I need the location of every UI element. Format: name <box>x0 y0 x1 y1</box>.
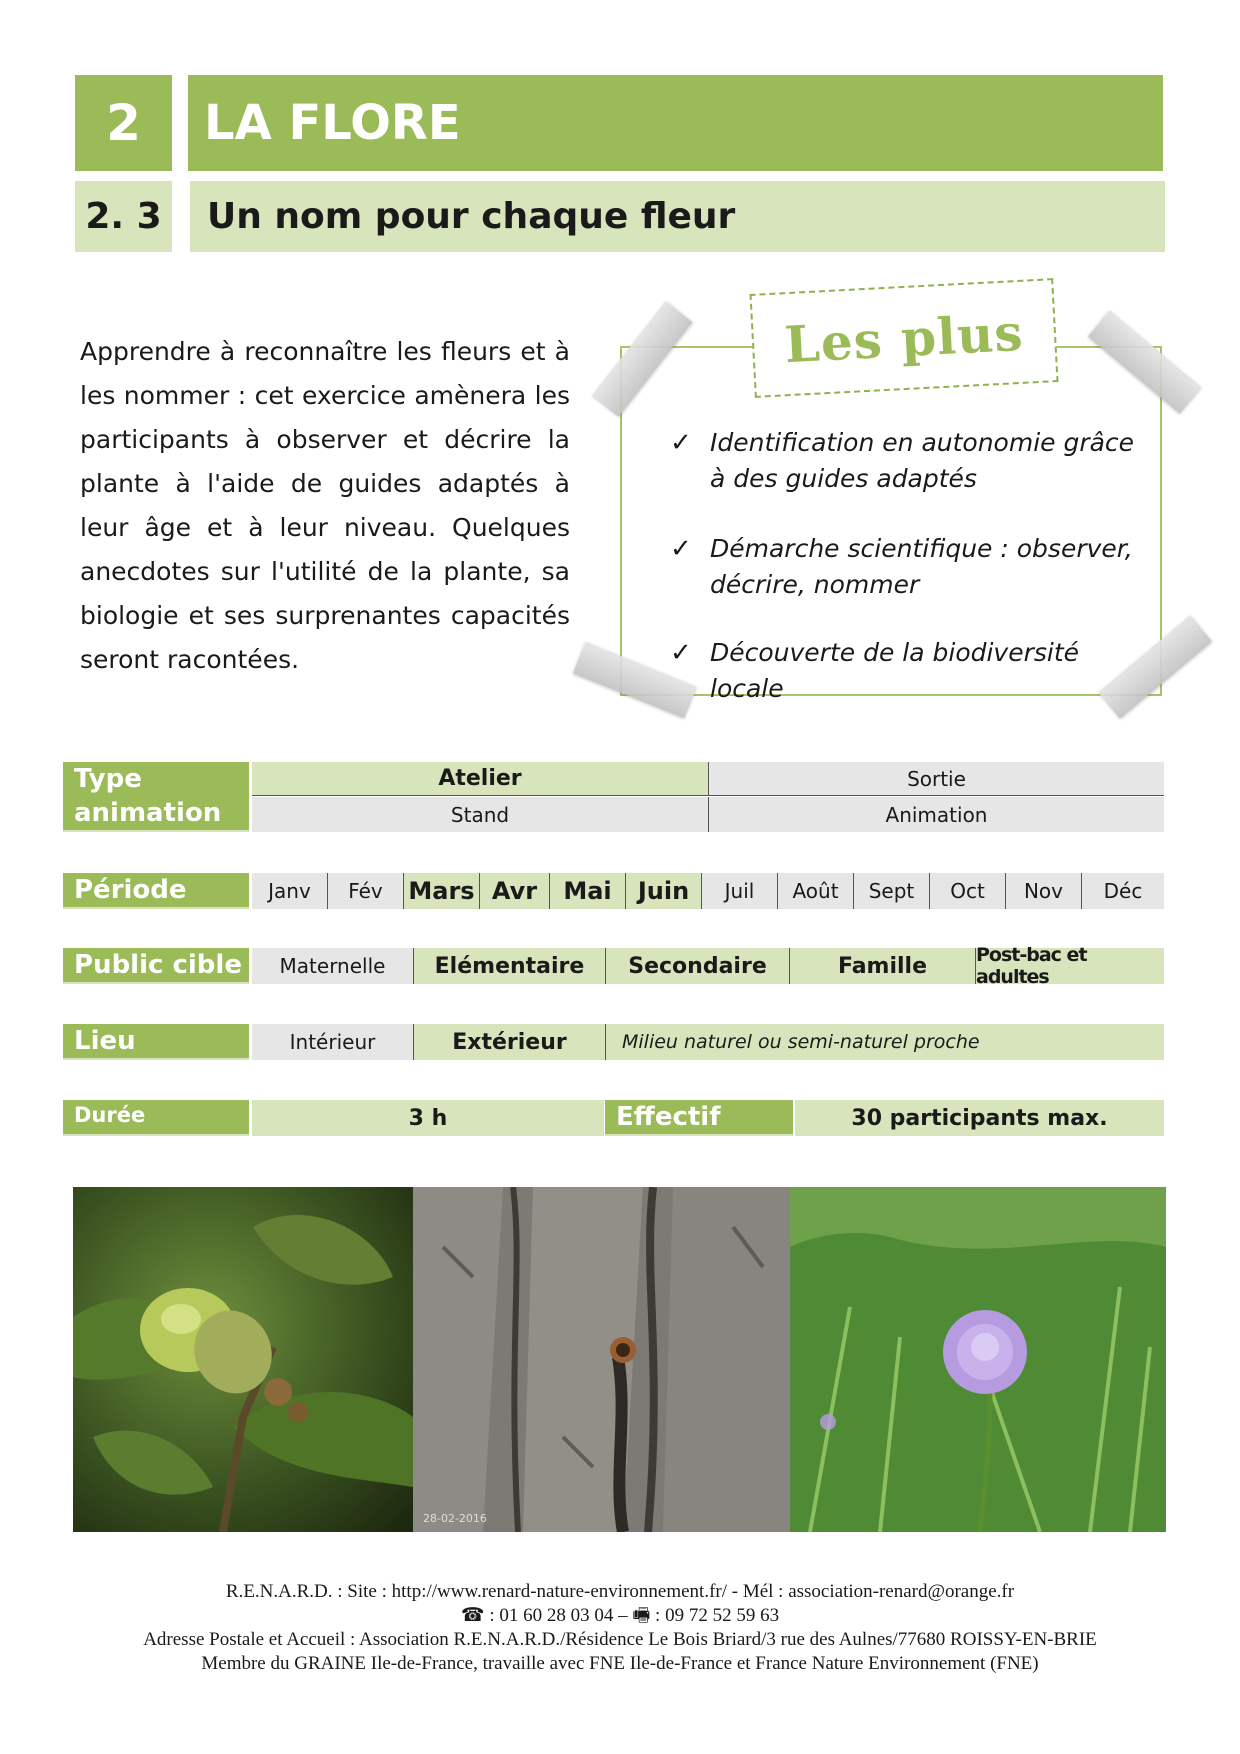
acorn-photo-icon <box>73 1187 413 1532</box>
les-plus-item-3: Découverte de la biodiversité locale <box>710 638 1080 703</box>
les-plus-label: Les plus <box>749 278 1058 398</box>
lieu-detail: Milieu naturel ou semi-naturel proche <box>606 1024 1164 1060</box>
list-item <box>670 635 1150 707</box>
les-plus-list <box>670 425 1150 707</box>
month-janv: Janv <box>252 873 328 909</box>
month-juil: Juil <box>702 873 778 909</box>
public-famille: Famille <box>790 948 976 984</box>
check-icon: ✓ <box>670 638 692 668</box>
lieu-exterieur: Extérieur <box>414 1024 606 1060</box>
type-option-animation: Animation <box>708 797 1164 832</box>
footer <box>60 1580 1180 1676</box>
fax-icon: 🖷 <box>632 1605 651 1626</box>
month-aout: Août <box>778 873 854 909</box>
subsection-title: Un nom pour chaque fleur <box>190 181 1165 252</box>
lieu-interieur: Intérieur <box>252 1024 414 1060</box>
duree-label: Durée <box>63 1100 249 1136</box>
month-mars: Mars <box>404 873 480 909</box>
list-item <box>670 531 1150 603</box>
type-animation-label: Type animation <box>63 762 249 832</box>
month-nov: Nov <box>1006 873 1082 909</box>
les-plus-item-1: Identification en autonomie grâce à des guides adaptés <box>710 428 1135 493</box>
month-sept: Sept <box>854 873 930 909</box>
public-post-bac: Post-bac et adultes <box>976 948 1164 984</box>
type-option-sortie: Sortie <box>708 762 1164 796</box>
fax-number: : 09 72 52 59 63 <box>650 1605 780 1626</box>
scabious-flower-photo-icon <box>790 1187 1166 1532</box>
lieu-label: Lieu <box>63 1024 249 1060</box>
phone-icon: ☎ <box>460 1605 485 1626</box>
check-icon: ✓ <box>670 428 692 458</box>
section-title: LA FLORE <box>188 75 1163 171</box>
month-avr: Avr <box>480 873 550 909</box>
list-item <box>670 425 1150 497</box>
month-mai: Mai <box>550 873 626 909</box>
bark-photo-icon <box>413 1187 790 1532</box>
footer-member-line: Membre du GRAINE Ile-de-France, travaille avec FNE Ile-de-France et France Nature Environnement (FNE) <box>201 1653 1039 1674</box>
effectif-value: 30 participants max. <box>795 1100 1164 1136</box>
lieu-options <box>252 1024 1164 1060</box>
public-cible-options <box>252 944 1164 988</box>
photo-flower <box>790 1187 1166 1532</box>
photo-bark <box>413 1187 790 1532</box>
month-oct: Oct <box>930 873 1006 909</box>
periode-label: Période <box>63 873 249 909</box>
photo-date-stamp: 28-02-2016 <box>423 1512 487 1525</box>
duree-value: 3 h <box>252 1100 604 1136</box>
month-dec: Déc <box>1082 873 1164 909</box>
photo-acorn <box>73 1187 413 1532</box>
footer-phone-line <box>60 1604 1180 1628</box>
month-fev: Fév <box>328 873 404 909</box>
effectif-label: Effectif <box>605 1100 793 1136</box>
type-option-atelier: Atelier <box>252 762 708 796</box>
les-plus-item-2: Démarche scientifique : observer, décrire, nommer <box>710 534 1133 599</box>
type-option-stand: Stand <box>252 797 708 832</box>
public-maternelle: Maternelle <box>252 948 414 984</box>
footer-site-line: R.E.N.A.R.D. : Site : http://www.renard-nature-environnement.fr/ - Mél : association-renard@orange.fr <box>225 1581 1015 1602</box>
month-juin: Juin <box>626 873 702 909</box>
subsection-number: 2. 3 <box>75 181 172 252</box>
section-number: 2 <box>75 75 172 171</box>
public-secondaire: Secondaire <box>606 948 790 984</box>
public-cible-label: Public cible <box>63 948 249 984</box>
periode-months <box>252 873 1164 909</box>
activity-description: Apprendre à reconnaître les fleurs et à les nommer : cet exercice amènera les participants à observer et décrire la plante à l'aide de guides adaptés à leur âge et à leur niveau. Quelques anecdotes sur l'utilité de la plante, sa biologie et ses surprenantes capacités seront racontées. <box>80 337 570 674</box>
footer-address-line: Adresse Postale et Accueil : Association R.E.N.A.R.D./Résidence Le Bois Briard/3 rue des Aulnes/77680 ROISSY-EN-BRIE <box>143 1629 1097 1650</box>
check-icon: ✓ <box>670 534 692 564</box>
public-elementaire: Elémentaire <box>414 948 606 984</box>
phone-number: : 01 60 28 03 04 – <box>484 1605 633 1626</box>
